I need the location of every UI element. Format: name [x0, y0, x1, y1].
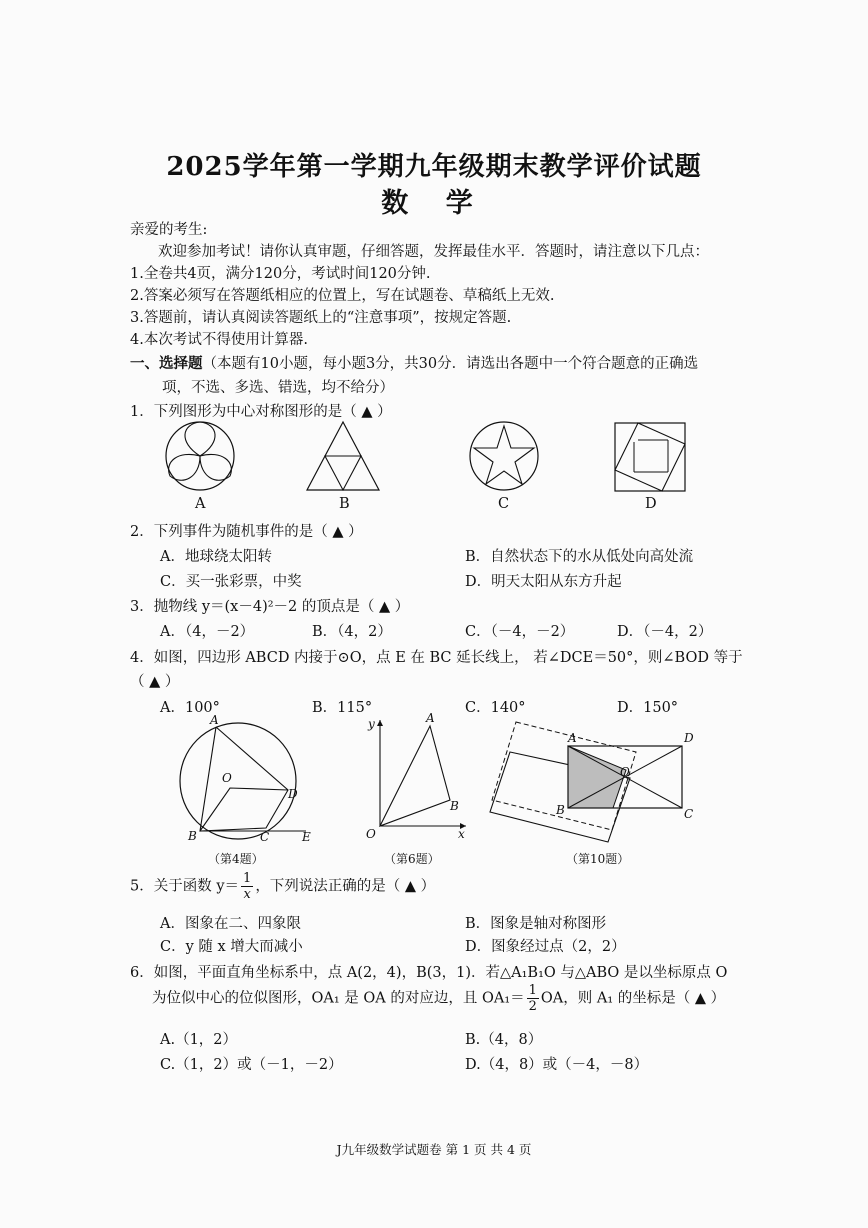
section-heading-line	[130, 352, 698, 373]
page-title: 2025学年第一学期九年级期末教学评价试题	[166, 152, 702, 182]
fig6-label-y: y	[368, 717, 375, 731]
q1-figure-b	[303, 420, 383, 492]
q4-stem: 4．如图，四边形 ABCD 内接于⊙O，点 E 在 BC 延长线上， 若∠DCE＝50°，则∠BOD 等于	[130, 650, 743, 666]
q1-label-c: C	[498, 496, 510, 512]
fig6-caption: （第6题）	[384, 852, 440, 866]
q4-option-c: C．140°	[465, 700, 526, 716]
fig6-point-a: A	[426, 711, 435, 725]
q4-option-a: A．100°	[160, 700, 220, 716]
q6-line2-post: OA，则 A₁ 的坐标是（ ▲ ）	[540, 990, 726, 1007]
fig10-point-o: O	[620, 765, 630, 779]
q2-option-d: D．明天太阳从东方升起	[465, 574, 622, 590]
q4-stem-cont: （ ▲ ）	[130, 674, 180, 690]
fig4-point-o: O	[222, 771, 232, 785]
welcome-text: 欢迎参加考试！请你认真审题，仔细答题，发挥最佳水平．答题时，请注意以下几点：	[158, 244, 709, 260]
q4-option-b: B．115°	[312, 700, 373, 716]
q5-option-c: C．y 随 x 增大而减小	[160, 939, 303, 955]
q5-fraction	[241, 872, 253, 901]
q5-option-b: B．图象是轴对称图形	[465, 916, 607, 932]
q2-option-a: A．地球绕太阳转	[160, 549, 272, 565]
fig4-point-e: E	[302, 830, 311, 844]
q6-option-b: B.（4，8）	[465, 1032, 543, 1048]
q5-stem-post: ，下列说法正确的是（ ▲ ）	[255, 878, 436, 895]
fig10-point-d: D	[684, 731, 694, 745]
fig10-point-c: C	[684, 807, 694, 821]
q1-label-b: B	[339, 496, 350, 512]
q6-frac-den: 2	[528, 999, 537, 1014]
fig4-point-d: D	[288, 787, 298, 801]
q6-line2-pre: 为位似中心的位似图形，OA₁ 是 OA 的对应边，且 OA₁＝	[152, 990, 525, 1007]
note-4: 4.本次考试不得使用计算器.	[130, 332, 308, 348]
q1-label-d: D	[645, 496, 657, 512]
q2-stem: 2．下列事件为随机事件的是（ ▲ ）	[130, 524, 363, 540]
q3-stem: 3．抛物线 y＝(x－4)²－2 的顶点是（ ▲ ）	[130, 599, 410, 615]
fig4-point-c: C	[260, 830, 270, 844]
q6-fraction	[527, 984, 539, 1013]
q6-option-c: C.（1，2）或（－1，－2）	[160, 1057, 343, 1073]
note-1: 1.全卷共4页，满分120分，考试时间120分钟.	[130, 266, 431, 282]
q2-option-c: C．买一张彩票，中奖	[160, 574, 302, 590]
q2-option-b: B．自然状态下的水从低处向高处流	[465, 549, 694, 565]
q3-option-b: B．（4，2）	[312, 624, 392, 640]
subject-title: 数 学	[381, 188, 487, 219]
q1-figure-d	[614, 422, 686, 492]
q6-line1: 6．如图，平面直角坐标系中，点 A(2，4)，B(3，1)．若△A₁B₁O 与△ABO 是以坐标原点 O	[130, 965, 728, 981]
q1-stem: 1．下列图形为中心对称图形的是（ ▲ ）	[130, 404, 392, 420]
q3-option-a: A．（4，－2）	[160, 624, 255, 640]
note-3: 3.答题前，请认真阅读答题纸上的“注意事项”，按规定答题.	[130, 310, 512, 326]
q5-option-d: D．图象经过点（2，2）	[465, 939, 626, 955]
q6-frac-num: 1	[528, 983, 537, 998]
fig6-point-o: O	[366, 827, 376, 841]
fig4-point-a: A	[210, 713, 219, 727]
section-desc: （本题有10小题，每小题3分，共30分．请选出各题中一个符合题意的正确选	[202, 356, 699, 372]
greeting: 亲爱的考生:	[130, 222, 208, 238]
figure-q10	[488, 718, 698, 843]
q3-option-c: C．（－4，－2）	[465, 624, 575, 640]
q1-label-a: A	[195, 496, 206, 512]
q5-frac-num: 1	[243, 871, 252, 886]
q6-line2	[152, 984, 725, 1013]
fig10-point-b: B	[556, 803, 565, 817]
q1-figure-c	[466, 420, 542, 492]
q1-figure-a	[160, 420, 240, 492]
fig6-point-b: B	[450, 799, 459, 813]
fig10-caption: （第10题）	[566, 852, 630, 866]
q6-option-a: A.（1，2）	[160, 1032, 238, 1048]
fig10-point-a: A	[568, 731, 577, 745]
fig6-label-x: x	[458, 827, 465, 841]
q5-stem	[130, 872, 435, 901]
q5-frac-den: x	[243, 887, 251, 902]
q3-option-d: D．（－4，2）	[617, 624, 713, 640]
figure-q6	[362, 711, 472, 841]
fig4-point-b: B	[188, 829, 197, 843]
note-2: 2.答案必须写在答题纸相应的位置上，写在试题卷、草稿纸上无效.	[130, 288, 555, 304]
q5-option-a: A．图象在二、四象限	[160, 916, 301, 932]
page-footer: J九年级数学试题卷 第 1 页 共 4 页	[336, 1142, 532, 1157]
figure-q4	[168, 713, 328, 844]
q6-option-d: D.（4，8）或（－4，－8）	[465, 1057, 649, 1073]
q5-stem-pre: 5．关于函数 y＝	[130, 878, 240, 895]
q4-option-d: D．150°	[617, 700, 679, 716]
fig4-caption: （第4题）	[208, 852, 264, 866]
section-desc-cont: 项，不选、多选、错选，均不给分）	[162, 380, 394, 396]
section-heading: 一、选择题	[130, 355, 203, 372]
